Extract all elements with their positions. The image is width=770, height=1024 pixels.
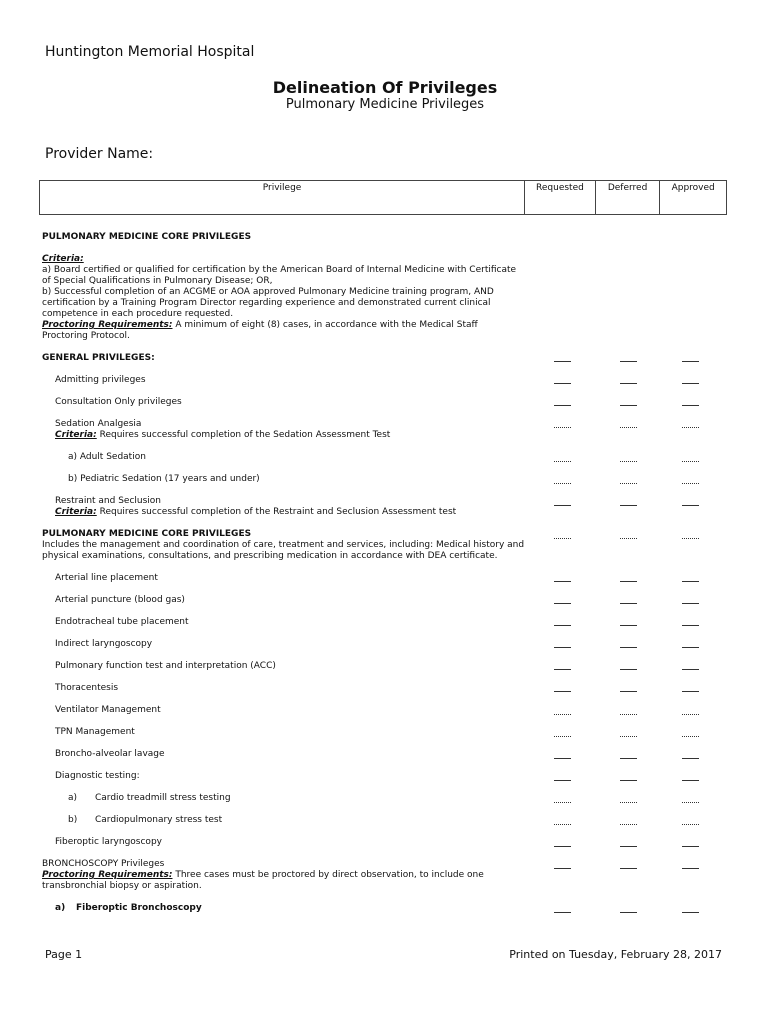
item-broncho-alveolar: Broncho-alveolar lavage (55, 749, 165, 759)
deferred-blank[interactable] (620, 581, 637, 582)
deferred-blank[interactable] (620, 538, 637, 539)
requested-blank[interactable] (554, 691, 571, 692)
core-criteria-block (42, 254, 542, 342)
requested-blank[interactable] (554, 405, 571, 406)
approved-blank[interactable] (682, 505, 699, 506)
approved-blank[interactable] (682, 868, 699, 869)
item-tpn: TPN Management (55, 727, 135, 737)
item-endotracheal: Endotracheal tube placement (55, 617, 189, 627)
approved-blank[interactable] (682, 538, 699, 539)
approved-blank[interactable] (682, 405, 699, 406)
criteria-b-line2: certification by a Training Program Director regarding experience and demonstrated current clinical (42, 298, 491, 308)
sedation-criteria-text: Requires successful completion of the Sedation Assessment Test (96, 430, 391, 440)
approved-blank[interactable] (682, 758, 699, 759)
deferred-blank[interactable] (620, 603, 637, 604)
requested-blank[interactable] (554, 868, 571, 869)
col-requested: Requested (525, 181, 596, 215)
item-cardio-treadmill: Cardio treadmill stress testing (95, 793, 231, 803)
restraint-criteria-text: Requires successful completion of the Restraint and Seclusion Assessment test (96, 507, 457, 517)
deferred-blank[interactable] (620, 780, 637, 781)
item-cardiopulmonary: Cardiopulmonary stress test (95, 815, 223, 825)
sedation-criteria-label: Criteria: (55, 430, 97, 440)
document-title: Delineation Of Privileges (272, 78, 498, 97)
page-number: Page 1 (45, 948, 83, 961)
requested-blank[interactable] (554, 483, 571, 484)
deferred-blank[interactable] (620, 505, 637, 506)
item-ventilator: Ventilator Management (55, 705, 161, 715)
provider-name-label: Provider Name: (45, 146, 154, 162)
approved-blank[interactable] (682, 912, 699, 913)
item-pulmonary-function: Pulmonary function test and interpretation (ACC) (55, 661, 276, 671)
approved-blank[interactable] (682, 427, 699, 428)
deferred-blank[interactable] (620, 669, 637, 670)
deferred-blank[interactable] (620, 483, 637, 484)
deferred-blank[interactable] (620, 868, 637, 869)
deferred-blank[interactable] (620, 361, 637, 362)
criteria-label: Criteria: (42, 254, 84, 264)
diag-a-letter: a) (68, 793, 78, 803)
requested-blank[interactable] (554, 461, 571, 462)
col-privilege: Privilege (40, 181, 525, 215)
requested-blank[interactable] (554, 669, 571, 670)
item-sedation: Sedation Analgesia (55, 419, 142, 429)
bronch-proctor-text: Three cases must be proctored by direct observation, to include one (172, 870, 484, 880)
col-approved: Approved (660, 181, 727, 215)
item-consultation: Consultation Only privileges (55, 397, 182, 407)
requested-blank[interactable] (554, 647, 571, 648)
item-thoracentesis: Thoracentesis (55, 683, 119, 693)
restraint-criteria (55, 507, 456, 518)
approved-blank[interactable] (682, 461, 699, 462)
requested-blank[interactable] (554, 758, 571, 759)
requested-blank[interactable] (554, 802, 571, 803)
approved-blank[interactable] (682, 780, 699, 781)
bronch-proctor-label: Proctoring Requirements: (42, 870, 173, 880)
approved-blank[interactable] (682, 736, 699, 737)
criteria-a-line1: a) Board certified or qualified for certification by the American Board of Internal Medicine with Certificate (42, 265, 517, 275)
criteria-b-line3: competence in each procedure requested. (42, 309, 234, 319)
approved-blank[interactable] (682, 647, 699, 648)
approved-blank[interactable] (682, 361, 699, 362)
requested-blank[interactable] (554, 736, 571, 737)
deferred-blank[interactable] (620, 427, 637, 428)
approved-blank[interactable] (682, 691, 699, 692)
approved-blank[interactable] (682, 383, 699, 384)
deferred-blank[interactable] (620, 405, 637, 406)
deferred-blank[interactable] (620, 647, 637, 648)
item-admitting: Admitting privileges (55, 375, 146, 385)
requested-blank[interactable] (554, 383, 571, 384)
bronch-proctoring-2: transbronchial biopsy or aspiration. (42, 881, 202, 891)
item-arterial-line: Arterial line placement (55, 573, 158, 583)
deferred-blank[interactable] (620, 912, 637, 913)
core-desc-1: Includes the management and coordination of care, treatment and services, including: Medical history and (42, 540, 525, 550)
item-fiberoptic-laryngoscopy: Fiberoptic laryngoscopy (55, 837, 162, 847)
diag-b-letter: b) (68, 815, 78, 825)
proctoring-label: Proctoring Requirements: (42, 320, 173, 330)
deferred-blank[interactable] (620, 736, 637, 737)
approved-blank[interactable] (682, 846, 699, 847)
deferred-blank[interactable] (620, 758, 637, 759)
deferred-blank[interactable] (620, 461, 637, 462)
criteria-b-line1: b) Successful completion of an ACGME or AOA approved Pulmonary Medicine training program, AND (42, 287, 494, 297)
deferred-blank[interactable] (620, 846, 637, 847)
requested-blank[interactable] (554, 912, 571, 913)
deferred-blank[interactable] (620, 625, 637, 626)
general-heading: GENERAL PRIVILEGES: (42, 353, 155, 363)
approved-blank[interactable] (682, 603, 699, 604)
requested-blank[interactable] (554, 427, 571, 428)
hospital-name: Huntington Memorial Hospital (45, 44, 255, 60)
deferred-blank[interactable] (620, 714, 637, 715)
approved-blank[interactable] (682, 625, 699, 626)
deferred-blank[interactable] (620, 802, 637, 803)
core-desc-2: physical examinations, consultations, and prescribing medication in accordance with DEA certificate. (42, 551, 498, 561)
approved-blank[interactable] (682, 669, 699, 670)
requested-blank[interactable] (554, 361, 571, 362)
approved-blank[interactable] (682, 714, 699, 715)
item-fiberoptic-bronchoscopy: Fiberoptic Bronchoscopy (76, 903, 202, 913)
item-pediatric-sedation: b) Pediatric Sedation (17 years and under) (68, 474, 260, 484)
core-heading-1: PULMONARY MEDICINE CORE PRIVILEGES (42, 232, 252, 242)
item-diagnostic-testing: Diagnostic testing: (55, 771, 140, 781)
deferred-blank[interactable] (620, 383, 637, 384)
printed-date: Printed on Tuesday, February 28, 2017 (509, 948, 722, 961)
approved-blank[interactable] (682, 483, 699, 484)
requested-blank[interactable] (554, 625, 571, 626)
criteria-a-line2: of Special Qualifications in Pulmonary Disease; OR, (42, 276, 273, 286)
requested-blank[interactable] (554, 581, 571, 582)
sedation-criteria (55, 430, 390, 441)
requested-blank[interactable] (554, 824, 571, 825)
proctoring-text: A minimum of eight (8) cases, in accordance with the Medical Staff (172, 320, 478, 330)
item-restraint: Restraint and Seclusion (55, 496, 162, 506)
requested-blank[interactable] (554, 780, 571, 781)
core-heading-2: PULMONARY MEDICINE CORE PRIVILEGES (42, 529, 252, 539)
deferred-blank[interactable] (620, 691, 637, 692)
item-adult-sedation: a) Adult Sedation (68, 452, 146, 462)
proctoring-text-2: Proctoring Protocol. (42, 331, 130, 341)
deferred-blank[interactable] (620, 824, 637, 825)
requested-blank[interactable] (554, 538, 571, 539)
item-arterial-puncture: Arterial puncture (blood gas) (55, 595, 185, 605)
approved-blank[interactable] (682, 824, 699, 825)
bronch-item-letter: a) (55, 903, 66, 913)
col-deferred: Deferred (595, 181, 660, 215)
bronch-proctoring (42, 870, 484, 881)
item-indirect-laryngoscopy: Indirect laryngoscopy (55, 639, 153, 649)
restraint-criteria-label: Criteria: (55, 507, 97, 517)
privilege-table-header (39, 180, 727, 215)
requested-blank[interactable] (554, 505, 571, 506)
document-subtitle: Pulmonary Medicine Privileges (285, 97, 485, 112)
approved-blank[interactable] (682, 802, 699, 803)
requested-blank[interactable] (554, 603, 571, 604)
requested-blank[interactable] (554, 714, 571, 715)
approved-blank[interactable] (682, 581, 699, 582)
requested-blank[interactable] (554, 846, 571, 847)
bronch-heading: BRONCHOSCOPY Privileges (42, 859, 165, 869)
